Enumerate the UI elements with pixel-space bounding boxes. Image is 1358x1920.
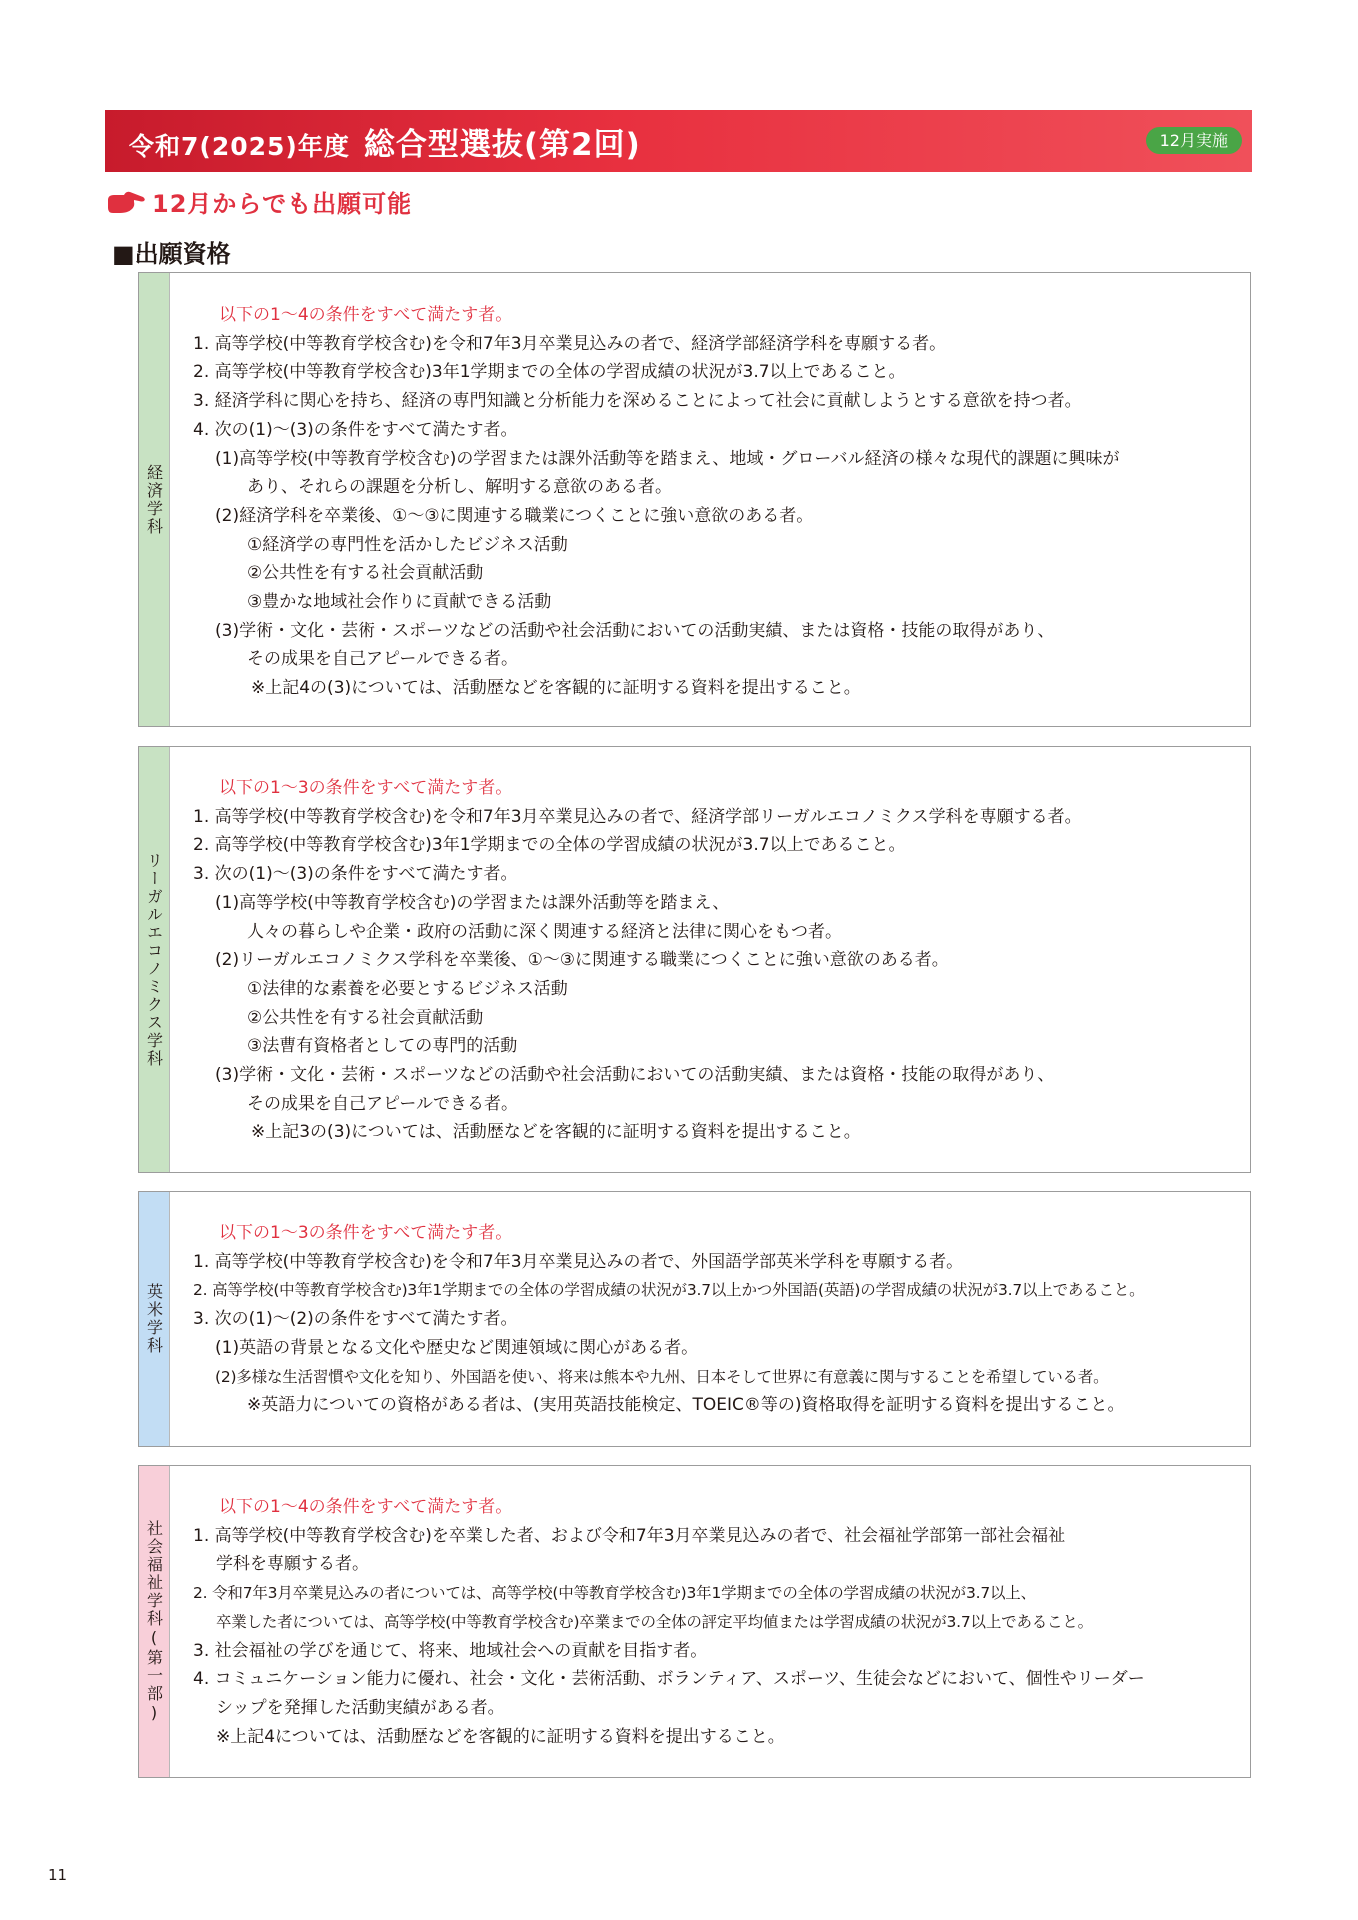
note: ※上記4については、活動歴などを客観的に証明する資料を提出すること。 [216,1726,785,1747]
condition-item: 4. 次の(1)～(3)の条件をすべて満たす者。 [193,419,518,440]
condition-item: 1. 高等学校(中等教育学校含む)を卒業した者、および令和7年3月卒業見込みの者で、社会福祉学部第一部社会福祉 [193,1525,1066,1546]
sub-condition-continued: その成果を自己アピールできる者。 [247,649,518,670]
sub-condition: (1)英語の背景となる文化や歴史など関連領域に関心がある者。 [215,1337,699,1358]
sub-condition: (2)多様な生活習慣や文化を知り、外国語を使い、将来は熊本や九州、日本そして世界に有意義に関与することを希望している者。 [215,1367,1109,1386]
condition-item-continued: 学科を専願する者。 [216,1554,369,1575]
sub-condition: (2)経済学科を卒業後、①～③に関連する職業につくことに強い意欲のある者。 [215,505,814,526]
department-tab [139,747,170,1172]
sub-condition-continued: 人々の暮らしや企業・政府の活動に深く関連する経済と法律に関心をもつ者。 [247,921,842,942]
department-label: リーガルエコノミクス学科 [144,851,164,1068]
department-label: 社会福祉学科(第一部) [144,1519,164,1724]
conditions-list [189,301,1242,703]
note: ※上記3の(3)については、活動歴などを客観的に証明する資料を提出すること。 [251,1122,861,1143]
department-label: 経済学科 [144,463,164,536]
condition-item-continued: 卒業した者については、高等学校(中等教育学校含む)卒業までの全体の評定平均値または学習成績の状況が3.7以上であること。 [216,1612,1093,1631]
pointing-hand-icon [106,188,146,216]
conditions-intro: 以下の1～3の条件をすべて満たす者。 [219,778,513,798]
condition-item: 2. 令和7年3月卒業見込みの者については、高等学校(中等教育学校含む)3年1学期までの全体の学習成績の状況が3.7以上、 [193,1584,1036,1603]
department-label: 英米学科 [144,1283,164,1355]
department-box-english [138,1191,1251,1447]
sub-condition: (2)リーガルエコノミクス学科を卒業後、①～③に関連する職業につくことに強い意欲のある者。 [215,950,949,971]
condition-item: 1. 高等学校(中等教育学校含む)を令和7年3月卒業見込みの者で、経済学部リーガルエコノミクス学科を専願する者。 [193,806,1082,827]
condition-item: 2. 高等学校(中等教育学校含む)3年1学期までの全体の学習成績の状況が3.7以上であること。 [193,835,906,856]
sub-condition-continued: あり、それらの課題を分析し、解明する意欲のある者。 [247,477,672,498]
page-title [129,119,641,164]
title-prefix: 令和7(2025)年度 [129,131,350,161]
career-item: ②公共性を有する社会貢献活動 [247,563,484,584]
section-heading: ■出願資格 [112,240,231,268]
header-bar [105,110,1252,172]
department-tab [139,1192,170,1446]
condition-item: 3. 次の(1)～(3)の条件をすべて満たす者。 [193,864,518,885]
career-item: ③豊かな地域社会作りに貢献できる活動 [247,592,552,613]
title-main: 総合型選抜(第2回) [363,126,641,163]
condition-item: 2. 高等学校(中等教育学校含む)3年1学期までの全体の学習成績の状況が3.7以上かつ外国語(英語)の学習成績の状況が3.7以上であること。 [193,1281,1145,1300]
sub-condition: (1)高等学校(中等教育学校含む)の学習または課外活動等を踏まえ、 [215,892,730,913]
callout-text: 12月からでも出願可能 [152,190,413,218]
page-number: 11 [48,1866,68,1884]
department-tab [139,1466,170,1777]
condition-item: 3. 次の(1)～(2)の条件をすべて満たす者。 [193,1309,518,1330]
condition-item: 4. コミュニケーション能力に優れ、社会・文化・芸術活動、ボランティア、スポーツ、生徒会などにおいて、個性やリーダー [193,1669,1145,1690]
condition-item: 1. 高等学校(中等教育学校含む)を令和7年3月卒業見込みの者で、経済学部経済学科を専願する者。 [193,333,947,354]
conditions-list [189,1493,1242,1751]
career-item: ①法律的な素養を必要とするビジネス活動 [247,978,568,999]
condition-item: 3. 経済学科に関心を持ち、経済の専門知識と分析能力を深めることによって社会に貢献しようとする意欲を持つ者。 [193,391,1082,412]
career-item: ③法曹有資格者としての専門的活動 [247,1036,518,1057]
condition-item: 2. 高等学校(中等教育学校含む)3年1学期までの全体の学習成績の状況が3.7以上であること。 [193,362,906,383]
conditions-list [189,1219,1242,1420]
sub-condition-continued: その成果を自己アピールできる者。 [247,1093,518,1114]
callout [106,184,412,219]
career-item: ②公共性を有する社会貢献活動 [247,1007,484,1028]
sub-condition: (3)学術・文化・芸術・スポーツなどの活動や社会活動においての活動実績、または資格・技能の取得があり、 [215,620,1055,641]
conditions-intro: 以下の1～4の条件をすべて満たす者。 [219,1497,513,1517]
sub-condition: (1)高等学校(中等教育学校含む)の学習または課外活動等を踏まえ、地域・グローバル経済の様々な現代的課題に興味が [215,448,1120,469]
sub-condition: (3)学術・文化・芸術・スポーツなどの活動や社会活動においての活動実績、または資格・技能の取得があり、 [215,1065,1055,1086]
conditions-list [189,774,1242,1147]
conditions-intro: 以下の1～3の条件をすべて満たす者。 [219,1223,513,1243]
conditions-intro: 以下の1～4の条件をすべて満たす者。 [219,305,513,325]
career-item: ①経済学の専門性を活かしたビジネス活動 [247,534,568,555]
department-box-social-welfare [138,1465,1251,1778]
schedule-badge: 12月実施 [1146,127,1242,154]
department-tab [139,273,170,726]
department-box-economics [138,272,1251,727]
condition-item-continued: シップを発揮した活動実績がある者。 [216,1697,505,1718]
condition-item: 3. 社会福祉の学びを通じて、将来、地域社会への貢献を目指す者。 [193,1640,708,1661]
department-box-legal-economics [138,746,1251,1173]
note: ※英語力についての資格がある者は、(実用英語技能検定、TOEIC®等の)資格取得を証明する資料を提出すること。 [247,1395,1125,1416]
condition-item: 1. 高等学校(中等教育学校含む)を令和7年3月卒業見込みの者で、外国語学部英米学科を専願する者。 [193,1251,964,1272]
note: ※上記4の(3)については、活動歴などを客観的に証明する資料を提出すること。 [251,678,861,699]
